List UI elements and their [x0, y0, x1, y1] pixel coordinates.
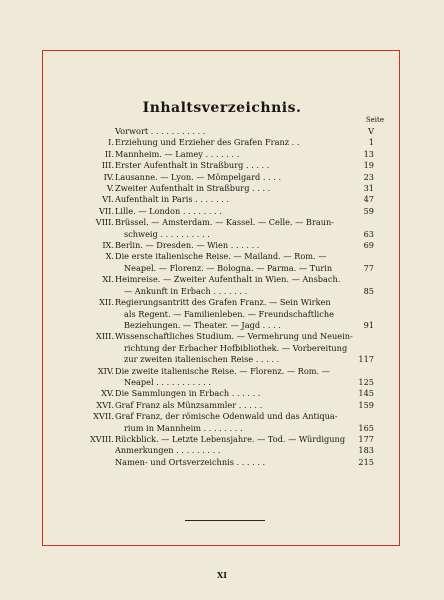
toc-entry-number: XVII. [93, 411, 114, 422]
toc-entry-number: IV. [103, 171, 114, 182]
toc-entry [70, 297, 374, 331]
toc-entry-page: 85 [363, 285, 374, 296]
toc-entry [70, 457, 374, 468]
toc-entry-text: Erster Aufenthalt in Straßburg . . . . . [115, 160, 270, 171]
toc-entry-text: — Ankunft in Erbach . . . . . . . [124, 285, 248, 296]
toc-entry-page: 177 [358, 433, 374, 444]
toc-entry-number: XIII. [95, 331, 114, 342]
toc-entry [70, 331, 374, 365]
toc-entry [70, 217, 374, 240]
toc-entry-number: III. [101, 160, 114, 171]
toc-entry [70, 126, 374, 137]
toc-entry-text: Mannheim. — Lamey . . . . . . . [115, 148, 240, 159]
toc-entry-text: Heimreise. — Zweiter Aufenthalt in Wien. — Ansbach. [115, 274, 341, 285]
toc-entry-text: Die zweite italienische Reise. — Florenz. — Rom. — [115, 365, 330, 376]
toc-entry-page: 13 [363, 148, 374, 159]
toc-entry-number: V. [106, 183, 114, 194]
toc-entry-number: IX. [102, 240, 114, 251]
toc-entry [70, 194, 374, 205]
toc-entry [70, 137, 374, 148]
toc-entry-page: 59 [363, 205, 374, 216]
toc-entry-text: richtung der Erbacher Hofbibliothek. — Vorbereitung [124, 342, 348, 353]
toc-entry [70, 434, 374, 445]
toc-entry-page: 117 [358, 354, 374, 365]
divider-rule [185, 520, 265, 521]
toc-entry-page: 91 [363, 319, 374, 330]
toc-entry-text: Wissenschaftliches Studium. — Vermehrung und Neuein- [115, 331, 353, 342]
toc-entry-text: Aufenthalt in Paris . . . . . . . [115, 194, 229, 205]
table-of-contents [70, 126, 374, 468]
toc-entry-text: schweig . . . . . . . . . . [124, 228, 210, 239]
toc-entry-number: XI. [102, 274, 114, 285]
toc-entry-page: 69 [363, 240, 374, 251]
toc-entry [70, 240, 374, 251]
toc-entry [70, 400, 374, 411]
toc-entry [70, 206, 374, 217]
toc-entry-number: XVI. [96, 399, 114, 410]
toc-entry-text: Anmerkungen . . . . . . . . . [115, 445, 221, 456]
toc-entry-text: Beziehungen. — Theater. — Jagd . . . . [124, 319, 281, 330]
toc-entry-text: Zweiter Aufenthalt in Straßburg . . . . [115, 183, 271, 194]
toc-entry-page: 23 [363, 171, 374, 182]
toc-entry-text: Erziehung und Erzieher des Grafen Franz . . [115, 137, 300, 148]
toc-entry-text: Vorwort . . . . . . . . . . . [115, 126, 206, 136]
page-number-footer: XI [217, 570, 227, 580]
toc-entry-page: 165 [358, 422, 374, 433]
toc-entry [70, 274, 374, 297]
toc-entry [70, 160, 374, 171]
toc-entry [70, 388, 374, 399]
toc-entry-number: X. [105, 251, 114, 262]
seite-column-label: Seite [365, 116, 384, 124]
toc-entry [70, 149, 374, 160]
toc-entry-page: 145 [358, 388, 374, 399]
toc-entry-number: I. [108, 137, 114, 148]
toc-entry-text: rium in Mannheim . . . . . . . . [124, 422, 243, 433]
toc-entry-text: Neapel . . . . . . . . . . . [124, 376, 211, 387]
toc-entry-text: zur zweiten italienischen Reise . . . . . [124, 354, 280, 365]
toc-entry-text: Lausanne. — Lyon. — Mömpelgard . . . . [115, 171, 282, 182]
toc-entry-number: II. [104, 148, 114, 159]
toc-entry [70, 366, 374, 389]
toc-entry-text: Neapel. — Florenz. — Bologna. — Parma. — Turin [124, 262, 333, 273]
toc-entry [70, 172, 374, 183]
toc-entry-page: 19 [363, 160, 374, 171]
toc-entry [70, 411, 374, 434]
toc-entry-page: 31 [363, 183, 374, 194]
toc-entry-text: Graf Franz als Münzsammler . . . . . [115, 399, 263, 410]
toc-entry-text: Berlin. — Dresden. — Wien . . . . . . [115, 240, 260, 251]
toc-entry-text: Rückblick. — Letzte Lebensjahre. — Tod. — Würdigung [115, 433, 346, 444]
toc-entry-text: Graf Franz, der römische Odenwald und das Antiqua- [115, 411, 338, 422]
toc-entry-page: 63 [363, 228, 374, 239]
toc-entry-text: als Regent. — Familienleben. — Freundschaftliche [124, 308, 334, 319]
toc-entry [70, 445, 374, 456]
toc-entry-page: 183 [358, 445, 374, 456]
toc-entry-page: 159 [358, 399, 374, 410]
toc-entry-number: XII. [99, 297, 114, 308]
toc-entry-text: Die erste italienische Reise. — Mailand. — Rom. — [115, 251, 327, 262]
toc-entry-text: Lille. — London . . . . . . . . [115, 205, 222, 216]
toc-entry-text: Die Sammlungen in Erbach . . . . . . [115, 388, 261, 399]
toc-entry-page: 215 [358, 456, 374, 467]
toc-entry-number: XVIII. [89, 433, 114, 444]
toc-entry-text: Namen- und Ortsverzeichnis . . . . . . [115, 456, 266, 467]
toc-entry-text: Brüssel. — Amsterdam. — Kassel. — Celle. — Braun- [115, 217, 335, 228]
page-title: Inhaltsverzeichnis. [142, 100, 302, 116]
toc-entry-text: Regierungsantritt des Grafen Franz. — Sein Wirken [115, 297, 331, 308]
toc-entry [70, 251, 374, 274]
toc-entry-number: VIII. [95, 217, 114, 228]
toc-entry-number: XIV. [97, 365, 114, 376]
toc-entry-page: 1 [368, 137, 374, 148]
toc-entry-number: VII. [99, 205, 114, 216]
toc-entry [70, 183, 374, 194]
toc-entry-number: XV. [101, 388, 114, 399]
toc-entry-page: 77 [363, 262, 374, 273]
toc-entry-number: VI. [102, 194, 114, 205]
toc-entry-page: 125 [358, 376, 374, 387]
toc-entry-page: 47 [363, 194, 374, 205]
toc-entry-page: V [368, 126, 374, 136]
